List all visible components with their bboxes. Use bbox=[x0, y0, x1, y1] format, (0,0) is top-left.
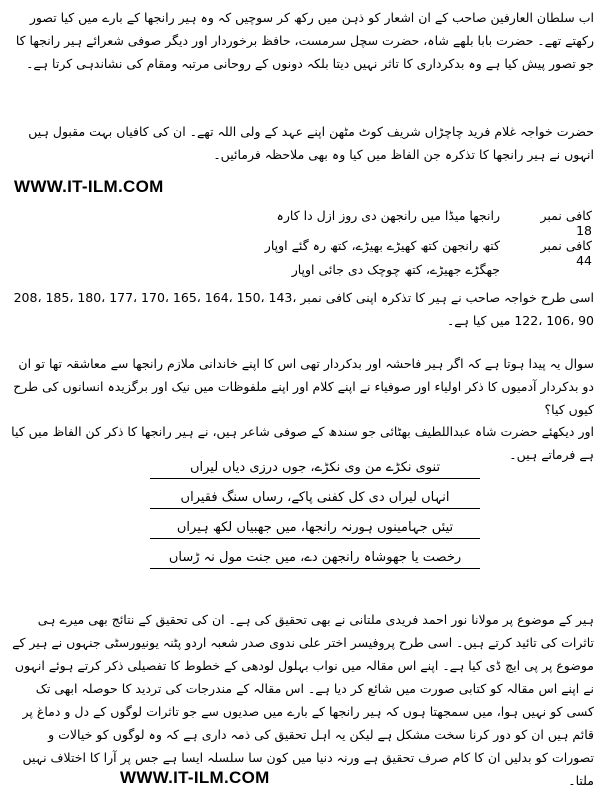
kafi-verse: رانجھا میڈا میں رانجھن دی روز ازل دا کارہ bbox=[276, 208, 500, 223]
kafi-number-label: کافی نمبر 44 bbox=[540, 238, 592, 268]
verse-line-4: رخصت یا جھوشاہ رانجھن دے، میں جنت مول نہ ڑساں bbox=[150, 550, 480, 569]
kafi-number-label: کافی نمبر 18 bbox=[540, 208, 592, 238]
paragraph-research: ہیر کے موضوع پر مولانا نور احمد فریدی ملتانی نے بھی تحقیق کی ہے۔ ان کی تحقیق کے نتائج بھی میرے ہی تاثرات کی تائید کرتے ہیں۔ اسی طرح پروفیسر اختر علی ندوی صدر شعبہ اردو پٹنہ یونیورسٹی جنہوں نے ہیر کے موضوع پر پی ایچ ڈی کیا ہے۔ اپنے اس مقالہ میں نواب بہلول لودھی کے خطوط کا تفصیلی ذکر کرتے ہوئے انہوں نے اپنے اس مقالہ کو کتابی صورت میں شائع کر دیا ہے۔ اس مقالہ کے مندرجات کی تردید کا حوصلہ ابھی تک کسی کو نہیں ہوا، میں سمجھتا ہوں کہ ہیر رانجھا کے بارے میں صدیوں سے جو تاثرات لوگوں کے دل و دماغ پر قائم ہیں ان کو دور کرنا سخت مشکل ہے لیکن یہ اہل تحقیق کی ذمہ داری ہے کہ وہ لوگوں کو خیالات و تصورات کو بدلیں ان کا کام صرف تحقیق ہے ورنہ دنیا میں کون سا سلسلہ ایسا ہے جس پر آرا کا اختلاف نہیں ملتا۔ bbox=[12, 612, 594, 788]
watermark-bottom: WWW.IT-ILM.COM bbox=[120, 768, 270, 787]
paragraph-shah-latif: اور دیکھئے حضرت شاہ عبداللطیف بھٹائی جو سندھ کے صوفی شاعر ہیں، نے ہیر رانجھا کا ذکر کن الفاظ میں کیا ہے فرماتے ہیں۔ bbox=[11, 424, 594, 462]
verse-line-1: تنوی نکڑے من وی نکڑے، جوں درزی دیاں لیراں bbox=[150, 460, 480, 479]
kafi-verse: جھگڑے جھیڑے، کتھ چوچک دی جائی اوپار bbox=[291, 262, 500, 277]
paragraph-sultan-bahu: اب سلطان العارفین صاحب کے ان اشعار کو ذہن میں رکھ کر سوچیں کہ وہ ہیر رانجھا کے بارے میں کیا تصور رکھتے تھے۔ حضرت بابا بلھے شاہ، حضرت سچل سرمست، حافظ برخوردار اور دیگر صوفی شعرائے ہیر رانجھا کا جو تصور پیش کیا ہے وہ بدکرداری کا تاثر نہیں دیتا بلکہ دونوں کے روحانی مرتبہ ومقام کی نشاندہی کرتا ہے۔ bbox=[15, 10, 594, 71]
paragraph-question: سوال یہ پیدا ہوتا ہے کہ اگر ہیر فاحشہ اور بدکردار تھی اس کا اپنے خاندانی ملازم رانجھا سے معاشقہ تھا تو ان دو بدکردار آدمیوں کا ذکر اولیاء اور صوفیاء نے اپنے کلام اور اپنے ملفوظات میں نیک اور برگزیدہ انسانوں کی طرح کیوں کیا؟ bbox=[13, 356, 594, 417]
watermark-top: WWW.IT-ILM.COM bbox=[14, 177, 164, 196]
kafi-verse: کتھ رانجھن کتھ کھیڑے بھیڑے، کتھ رہ گئے اوپار bbox=[264, 238, 500, 253]
kafi-numbers-list: 208، 185، 180، 177، 170، 165، 164، 150، 143، 122، 106، 90 bbox=[13, 290, 594, 328]
paragraph-khwaja-ghulam-farid: حضرت خواجہ غلام فرید چاچڑاں شریف کوٹ مٹھن اپنے عہد کے ولی اللہ تھے۔ ان کی کافیاں بہت مقبول ہیں انہوں نے ہیر رانجھا کا تذکرہ جن الفاظ میں کیا وہ بھی ملاحظہ فرمائیں۔ bbox=[28, 124, 594, 162]
kafi-line-18 bbox=[277, 208, 592, 238]
verse-line-3: تیئں جہامینوں ہورنہ رانجھا، میں جھبیاں لکھ ہیراں bbox=[150, 520, 480, 539]
verse-line-2: انہاں لیراں دی کل کفنی پاکے، رساں سنگ فقیراں bbox=[150, 490, 480, 509]
kafi-numbers-intro: اسی طرح خواجہ صاحب نے ہیر کا تذکرہ اپنی کافی نمبر bbox=[300, 290, 594, 305]
paragraph-kafi-numbers bbox=[6, 286, 594, 332]
kafi-line-44-continued bbox=[292, 262, 592, 277]
kafi-numbers-outro: میں کیا ہے۔ bbox=[446, 313, 511, 328]
